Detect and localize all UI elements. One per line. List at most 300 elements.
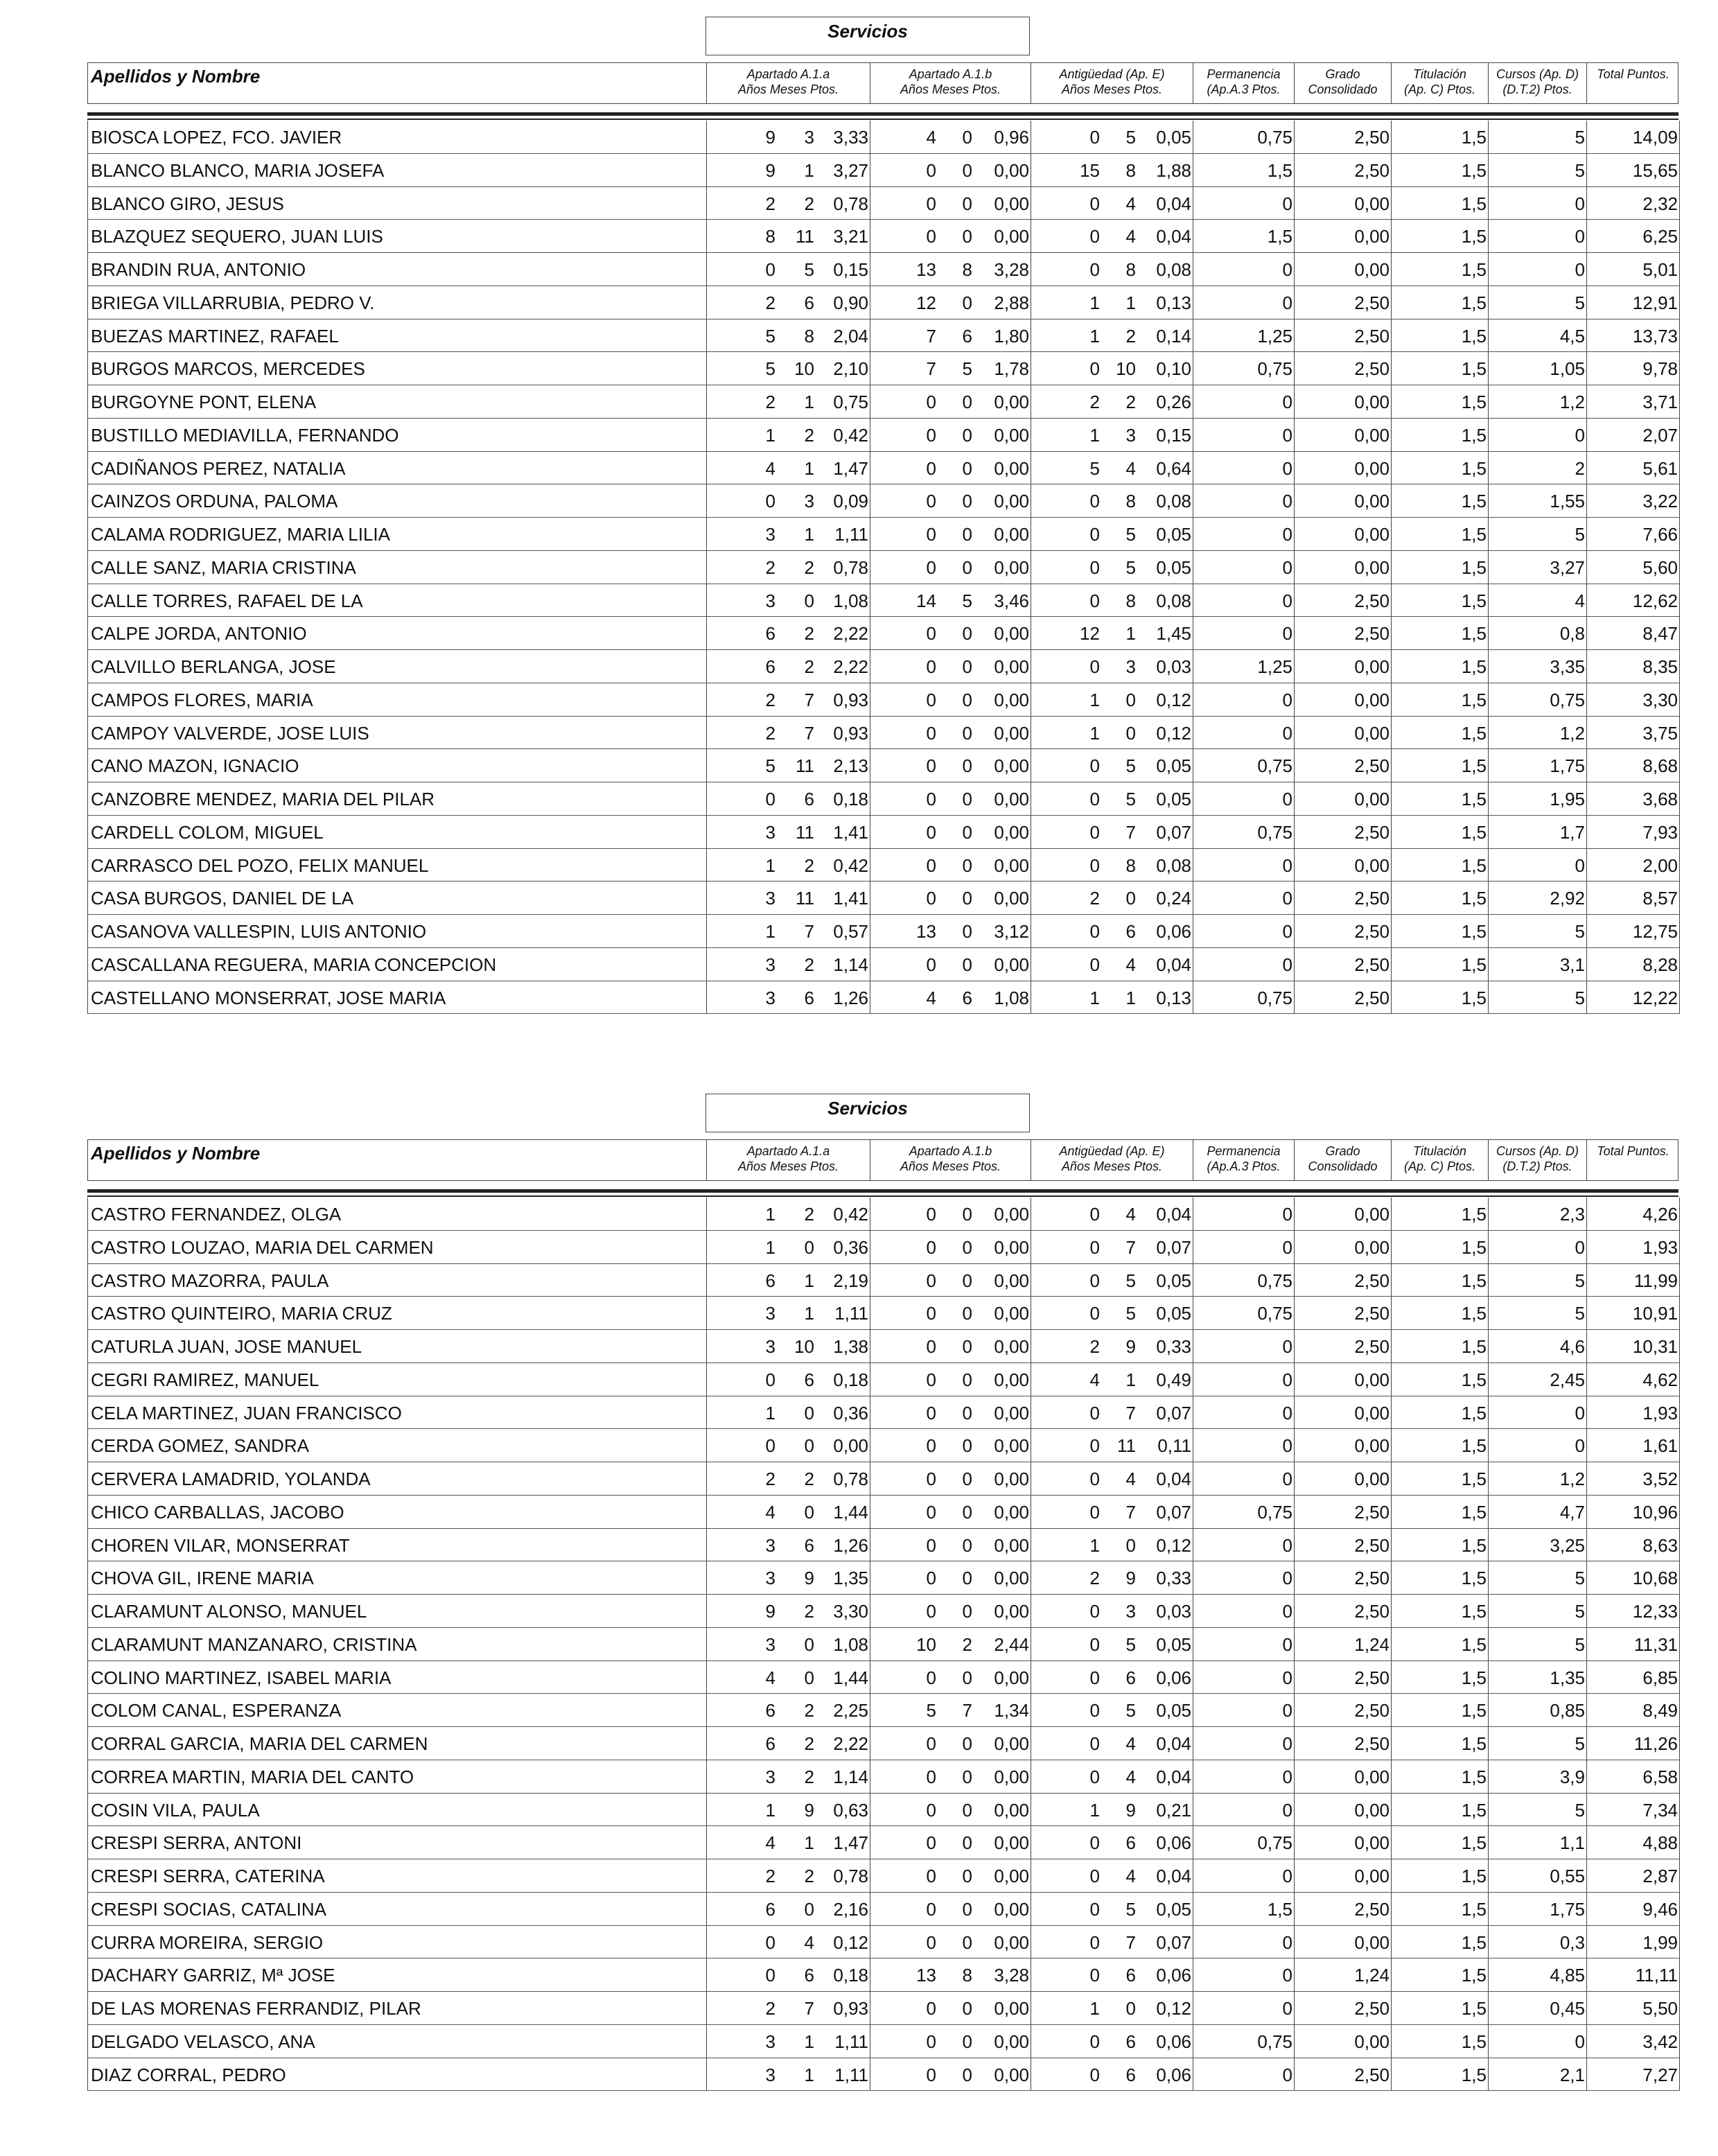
cell-a1b-points: 1,08 [994,987,1029,1008]
cell-a1a-points: 0,36 [833,1402,868,1423]
cell-cursos: 5 [1575,1601,1585,1622]
cell-a1a-points: 3,30 [833,1601,868,1622]
cell-ant-points: 0,08 [1156,590,1191,611]
cell-grado: 0,00 [1354,226,1390,247]
cell-a1b-years: 0 [926,1898,936,1920]
cell-grado: 0,00 [1354,1204,1390,1225]
cell-name: CRESPI SERRA, ANTONI [91,1832,302,1854]
cell-a1a-years: 0 [765,259,775,280]
cell-a1b-years: 12 [916,292,936,313]
table-row [88,1893,1679,1926]
cell-a1a-years: 3 [765,888,775,909]
cell-ant-years: 0 [1089,1667,1100,1688]
cell-a1a-years: 3 [765,1568,775,1589]
cell-a1a-years: 3 [765,2064,775,2085]
cell-titulacion: 1,5 [1461,1931,1487,1953]
cell-cursos: 5 [1575,987,1585,1008]
cell-a1a-months: 11 [796,755,814,777]
cell-a1b-months: 0 [962,2031,972,2052]
cell-a1b-points: 2,88 [994,292,1029,313]
cell-total: 4,62 [1642,1369,1678,1390]
column-header-ant [1031,1140,1193,1180]
cell-a1a-points: 1,26 [833,987,868,1008]
cell-ant-points: 0,04 [1156,954,1191,975]
cell-a1a-months: 2 [804,424,814,446]
cell-a1a-years: 4 [765,1667,775,1688]
table-row [88,1330,1679,1363]
table-row [88,1628,1679,1661]
column-header-a1b-line2: Años Meses Ptos. [900,1159,1001,1173]
cell-a1a-points: 0,18 [833,1369,868,1390]
cell-ant-years: 0 [1089,821,1100,843]
cell-cursos: 5 [1575,159,1585,181]
cell-a1a-points: 3,27 [833,159,868,181]
table-row [88,1859,1679,1893]
cell-titulacion: 1,5 [1461,491,1487,512]
cell-titulacion: 1,5 [1461,1236,1487,1258]
cell-permanencia: 0 [1282,1204,1292,1225]
cell-ant-months: 5 [1125,789,1136,809]
cell-ant-years: 2 [1089,1568,1100,1589]
cell-titulacion: 1,5 [1461,854,1487,876]
cell-grado: 2,50 [1354,1568,1390,1589]
column-header-perm [1193,1140,1294,1180]
cell-grado: 2,50 [1354,1534,1390,1556]
cell-grado: 0,00 [1354,457,1390,479]
cell-grado: 0,00 [1354,524,1390,545]
cell-cursos: 2 [1575,457,1585,479]
cell-a1a-years: 0 [765,491,775,512]
cell-ant-points: 0,04 [1156,1204,1191,1225]
cell-a1a-years: 1 [765,1204,775,1225]
cell-permanencia: 0 [1282,1402,1292,1423]
cell-a1a-months: 0 [804,1633,814,1655]
cell-a1b-points: 0,00 [994,1303,1029,1324]
cell-a1a-points: 1,14 [833,954,868,975]
cell-a1b-years: 0 [926,524,936,545]
cell-a1a-points: 0,12 [833,1931,868,1953]
cell-a1b-months: 0 [962,1832,972,1854]
column-header-ant-line1: Antigüedad (Ap. E) [1059,67,1165,81]
table-row [88,220,1679,253]
cell-ant-points: 0,49 [1156,1369,1191,1390]
column-header-a1b-line1: Apartado A.1.b [909,1144,992,1158]
cell-titulacion: 1,5 [1461,259,1487,280]
cell-ant-points: 0,04 [1156,1766,1191,1787]
cell-permanencia: 0 [1282,1336,1292,1357]
cell-a1b-years: 0 [926,1733,936,1754]
cell-total: 10,91 [1632,1303,1678,1324]
cell-ant-points: 0,06 [1156,1667,1191,1688]
cell-name: CORRAL GARCIA, MARIA DEL CARMEN [91,1733,428,1754]
cell-cursos: 2,45 [1550,1369,1585,1390]
table-row [88,1926,1679,1959]
cell-ant-points: 0,04 [1156,1866,1191,1886]
cell-titulacion: 1,5 [1461,1898,1487,1920]
cell-ant-points: 0,06 [1156,1965,1191,1986]
cell-ant-years: 0 [1089,1931,1100,1953]
column-header-grado-line2: Consolidado [1308,82,1378,96]
cell-ant-years: 0 [1089,1633,1100,1655]
cell-a1b-years: 0 [926,392,936,412]
table-row [88,1661,1679,1694]
cell-name: CEGRI RAMIREZ, MANUEL [91,1369,319,1390]
cell-a1a-months: 6 [804,1965,814,1986]
cell-ant-months: 5 [1125,1303,1136,1324]
cell-a1b-years: 13 [916,1965,936,1986]
cell-a1b-months: 0 [962,226,972,247]
cell-total: 10,68 [1632,1568,1678,1589]
cell-a1a-points: 0,42 [833,424,868,446]
column-header-tit-line2: (Ap. C) Ptos. [1403,1159,1476,1173]
cell-grado: 2,50 [1354,325,1390,347]
cell-total: 12,75 [1632,921,1678,942]
cell-a1b-months: 0 [962,854,972,876]
cell-a1a-points: 1,47 [833,1832,868,1854]
cell-ant-points: 0,07 [1156,1501,1191,1523]
cell-a1b-points: 0,00 [994,392,1029,412]
cell-titulacion: 1,5 [1461,1998,1487,2019]
cell-titulacion: 1,5 [1461,1965,1487,1986]
cell-a1a-years: 0 [765,1435,775,1457]
cell-a1a-points: 0,90 [833,292,868,313]
cell-a1a-points: 0,42 [833,1204,868,1225]
cell-titulacion: 1,5 [1461,755,1487,777]
column-header-tit-line1: Titulación [1413,67,1466,81]
cell-total: 8,47 [1642,623,1678,645]
cell-grado: 2,50 [1354,590,1390,611]
cell-a1a-points: 1,44 [833,1667,868,1688]
cell-permanencia: 0 [1282,1866,1292,1886]
cell-permanencia: 1,5 [1267,1898,1292,1920]
cell-ant-points: 0,15 [1156,424,1191,446]
cell-name: CANZOBRE MENDEZ, MARIA DEL PILAR [91,789,435,809]
cell-a1b-months: 0 [962,2064,972,2085]
cell-a1a-months: 10 [794,358,814,380]
cell-ant-months: 5 [1125,127,1136,148]
cell-a1a-months: 7 [804,689,814,710]
cell-a1b-years: 0 [926,789,936,809]
cell-a1a-points: 0,75 [833,392,868,412]
table-row [88,1727,1679,1760]
cell-cursos: 5 [1575,524,1585,545]
cell-titulacion: 1,5 [1461,1469,1487,1489]
cell-a1b-years: 0 [926,623,936,645]
column-header-perm-line1: Permanencia [1207,1144,1281,1158]
cell-ant-months: 4 [1125,1469,1136,1489]
cell-a1a-months: 0 [804,1898,814,1920]
cell-grado: 2,50 [1354,292,1390,313]
cell-ant-points: 0,12 [1156,689,1191,710]
cell-grado: 0,00 [1354,1236,1390,1258]
cell-titulacion: 1,5 [1461,1270,1487,1291]
cell-cursos: 1,2 [1559,1469,1585,1489]
cell-name: COSIN VILA, PAULA [91,1799,260,1821]
column-header-cursos-line2: (D.T.2) Ptos. [1502,1159,1572,1173]
cell-permanencia: 0 [1282,491,1292,512]
cell-a1b-points: 0,00 [994,1931,1029,1953]
cell-a1b-points: 0,00 [994,789,1029,809]
cell-name: CASTELLANO MONSERRAT, JOSE MARIA [91,987,446,1008]
cell-ant-years: 0 [1089,1965,1100,1986]
cell-total: 15,65 [1632,159,1678,181]
cell-titulacion: 1,5 [1461,1733,1487,1754]
cell-ant-months: 5 [1125,755,1136,777]
cell-a1b-points: 3,12 [994,921,1029,942]
cell-cursos: 1,1 [1559,1832,1585,1854]
cell-ant-points: 0,13 [1156,987,1191,1008]
cell-ant-years: 1 [1089,325,1100,347]
cell-total: 3,75 [1642,722,1678,744]
cell-grado: 0,00 [1354,1832,1390,1854]
table-row [88,1297,1679,1330]
cell-a1a-points: 0,42 [833,854,868,876]
cell-permanencia: 1,5 [1267,159,1292,181]
cell-a1b-points: 0,00 [994,1898,1029,1920]
cell-total: 5,61 [1642,457,1678,479]
cell-a1b-months: 0 [962,1898,972,1920]
cell-grado: 0,00 [1354,789,1390,809]
cell-grado: 1,24 [1354,1965,1390,1986]
cell-name: CATURLA JUAN, JOSE MANUEL [91,1336,362,1357]
cell-ant-points: 0,10 [1156,358,1191,380]
cell-ant-years: 2 [1089,888,1100,909]
cell-a1a-months: 9 [804,1568,814,1589]
cell-grado: 0,00 [1354,1369,1390,1390]
cell-a1a-points: 1,26 [833,1534,868,1556]
column-header-grado-line2: Consolidado [1308,1159,1378,1173]
column-header-ant-line2: Años Meses Ptos. [1061,82,1163,96]
cell-a1a-points: 1,41 [833,888,868,909]
cell-a1b-points: 0,00 [994,1568,1029,1589]
cell-permanencia: 0 [1282,1633,1292,1655]
column-header-a1a [706,1140,870,1180]
cell-total: 2,00 [1642,854,1678,876]
cell-a1a-points: 0,15 [833,259,868,280]
table-row [88,1826,1679,1859]
cell-a1a-years: 6 [765,1270,775,1291]
cell-a1b-months: 0 [962,1369,972,1390]
cell-total: 6,25 [1642,226,1678,247]
cell-cursos: 4,5 [1559,325,1585,347]
cell-a1b-points: 0,00 [994,1998,1029,2019]
cell-total: 9,78 [1642,358,1678,380]
cell-permanencia: 0 [1282,722,1292,744]
cell-a1b-points: 0,00 [994,1534,1029,1556]
cell-cursos: 5 [1575,921,1585,942]
cell-a1b-years: 0 [926,1369,936,1390]
cell-permanencia: 0 [1282,1469,1292,1489]
cell-permanencia: 0,75 [1257,1303,1292,1324]
cell-a1a-points: 0,78 [833,1866,868,1886]
cell-name: CALLE SANZ, MARIA CRISTINA [91,556,356,578]
cell-ant-months: 4 [1125,1866,1136,1886]
cell-cursos: 4,7 [1559,1501,1585,1523]
cell-cursos: 1,2 [1559,392,1585,412]
cell-a1b-years: 0 [926,1931,936,1953]
cell-permanencia: 0 [1282,1601,1292,1622]
cell-a1a-years: 0 [765,1965,775,1986]
cell-name: CALLE TORRES, RAFAEL DE LA [91,590,363,611]
cell-total: 10,96 [1632,1501,1678,1523]
cell-ant-years: 0 [1089,1435,1100,1457]
cell-ant-months: 4 [1125,1204,1136,1225]
cell-cursos: 2,1 [1559,2064,1585,2085]
cell-ant-points: 0,05 [1156,556,1191,578]
cell-a1a-years: 1 [765,1236,775,1258]
cell-ant-years: 0 [1089,556,1100,578]
cell-titulacion: 1,5 [1461,226,1487,247]
cell-grado: 2,50 [1354,2064,1390,2085]
cell-cursos: 0 [1575,424,1585,446]
cell-a1a-points: 0,78 [833,193,868,214]
cell-a1a-months: 0 [804,1501,814,1523]
cell-permanencia: 0,75 [1257,755,1292,777]
cell-ant-points: 0,06 [1156,2031,1191,2052]
cell-a1b-years: 0 [926,1469,936,1489]
cell-a1b-months: 0 [962,556,972,578]
cell-a1a-points: 2,16 [833,1898,868,1920]
cell-permanencia: 0,75 [1257,2031,1292,2052]
cell-ant-months: 6 [1125,1667,1136,1688]
cell-a1b-points: 0,00 [994,1866,1029,1886]
table-row [88,286,1679,319]
cell-a1b-points: 0,00 [994,2031,1029,2052]
cell-cursos: 0,55 [1550,1866,1585,1886]
cell-a1a-points: 0,78 [833,1469,868,1489]
cell-a1a-months: 9 [804,1799,814,1821]
column-header-cursos-line1: Cursos (Ap. D) [1496,67,1579,81]
cell-a1b-months: 0 [962,292,972,313]
cell-permanencia: 0 [1282,1435,1292,1457]
cell-ant-months: 8 [1125,854,1136,876]
cell-ant-months: 4 [1125,226,1136,247]
cell-name: CASTRO QUINTEIRO, MARIA CRUZ [91,1303,392,1324]
cell-a1a-years: 6 [765,656,775,677]
cell-ant-months: 3 [1125,1601,1136,1622]
cell-ant-points: 0,24 [1156,888,1191,909]
cell-ant-months: 7 [1125,1931,1136,1953]
column-header-tit-line2: (Ap. C) Ptos. [1403,82,1476,96]
cell-a1b-points: 0,00 [994,1336,1029,1357]
column-header-total-line1: Total Puntos. [1597,67,1669,81]
table-row [88,1429,1679,1462]
cell-a1b-months: 5 [962,358,972,380]
cell-a1a-years: 6 [765,1898,775,1920]
cell-permanencia: 0 [1282,259,1292,280]
cell-cursos: 0 [1575,259,1585,280]
cell-titulacion: 1,5 [1461,1667,1487,1688]
cell-permanencia: 0 [1282,1236,1292,1258]
cell-a1a-points: 2,22 [833,656,868,677]
cell-a1a-months: 2 [804,556,814,578]
cell-a1a-years: 1 [765,424,775,446]
cell-ant-years: 1 [1089,292,1100,313]
cell-ant-years: 0 [1089,2064,1100,2085]
cell-grado: 0,00 [1354,259,1390,280]
cell-total: 8,28 [1642,954,1678,975]
cell-ant-points: 0,05 [1156,127,1191,148]
cell-a1a-points: 0,09 [833,491,868,512]
cell-ant-points: 0,13 [1156,292,1191,313]
table-row [88,551,1679,584]
cell-a1a-years: 5 [765,325,775,347]
cell-ant-points: 0,06 [1156,1832,1191,1854]
cell-total: 8,49 [1642,1700,1678,1721]
cell-a1b-months: 0 [962,193,972,214]
table-row [88,1694,1679,1727]
cell-titulacion: 1,5 [1461,524,1487,545]
cell-a1b-months: 0 [962,1534,972,1556]
cell-permanencia: 0 [1282,2064,1292,2085]
cell-titulacion: 1,5 [1461,1832,1487,1854]
cell-ant-points: 0,04 [1156,226,1191,247]
cell-a1a-points: 1,14 [833,1766,868,1787]
table-row [88,1561,1679,1595]
cell-total: 3,30 [1642,689,1678,710]
servicios-header: Servicios [705,1094,1030,1132]
cell-a1b-years: 0 [926,689,936,710]
cell-grado: 0,00 [1354,424,1390,446]
cell-a1a-years: 6 [765,623,775,645]
table-row [88,1231,1679,1264]
table-row [88,1264,1679,1297]
cell-a1a-years: 2 [765,193,775,214]
cell-ant-months: 5 [1125,524,1136,545]
cell-permanencia: 0 [1282,689,1292,710]
cell-grado: 0,00 [1354,193,1390,214]
cell-a1b-points: 3,46 [994,590,1029,611]
cell-total: 7,34 [1642,1799,1678,1821]
cell-a1b-years: 0 [926,424,936,446]
cell-ant-years: 0 [1089,193,1100,214]
cell-a1a-years: 3 [765,954,775,975]
cell-name: CAINZOS ORDUNA, PALOMA [91,491,338,512]
cell-a1a-points: 1,41 [833,821,868,843]
cell-a1a-points: 1,38 [833,1336,868,1357]
cell-a1b-years: 0 [926,193,936,214]
cell-a1b-points: 1,34 [994,1700,1029,1721]
cell-cursos: 5 [1575,127,1585,148]
cell-a1a-months: 2 [804,1469,814,1489]
cell-total: 14,09 [1632,127,1678,148]
table-row [88,749,1679,782]
cell-ant-months: 1 [1125,292,1136,313]
table-row [88,717,1679,750]
cell-grado: 2,50 [1354,1501,1390,1523]
column-header-grado [1294,1140,1391,1180]
table-row [88,1529,1679,1562]
column-header-total-line1: Total Puntos. [1597,1144,1669,1158]
cell-a1b-points: 0,00 [994,1270,1029,1291]
cell-a1a-years: 0 [765,789,775,809]
cell-cursos: 3,27 [1550,556,1585,578]
cell-ant-months: 11 [1117,1435,1136,1457]
cell-name: CASA BURGOS, DANIEL DE LA [91,888,354,909]
cell-a1b-points: 0,00 [994,623,1029,645]
cell-a1b-years: 13 [916,259,936,280]
cell-ant-points: 0,33 [1156,1336,1191,1357]
cell-cursos: 1,05 [1550,358,1585,380]
cell-permanencia: 1,5 [1267,226,1292,247]
cell-total: 1,61 [1642,1435,1678,1457]
cell-ant-years: 0 [1089,2031,1100,2052]
cell-a1a-points: 2,22 [833,1733,868,1754]
table-row [88,981,1679,1015]
column-header-perm-line2: (Ap.A.3 Ptos. [1207,82,1281,96]
cell-a1b-months: 0 [962,127,972,148]
cell-a1a-years: 3 [765,821,775,843]
